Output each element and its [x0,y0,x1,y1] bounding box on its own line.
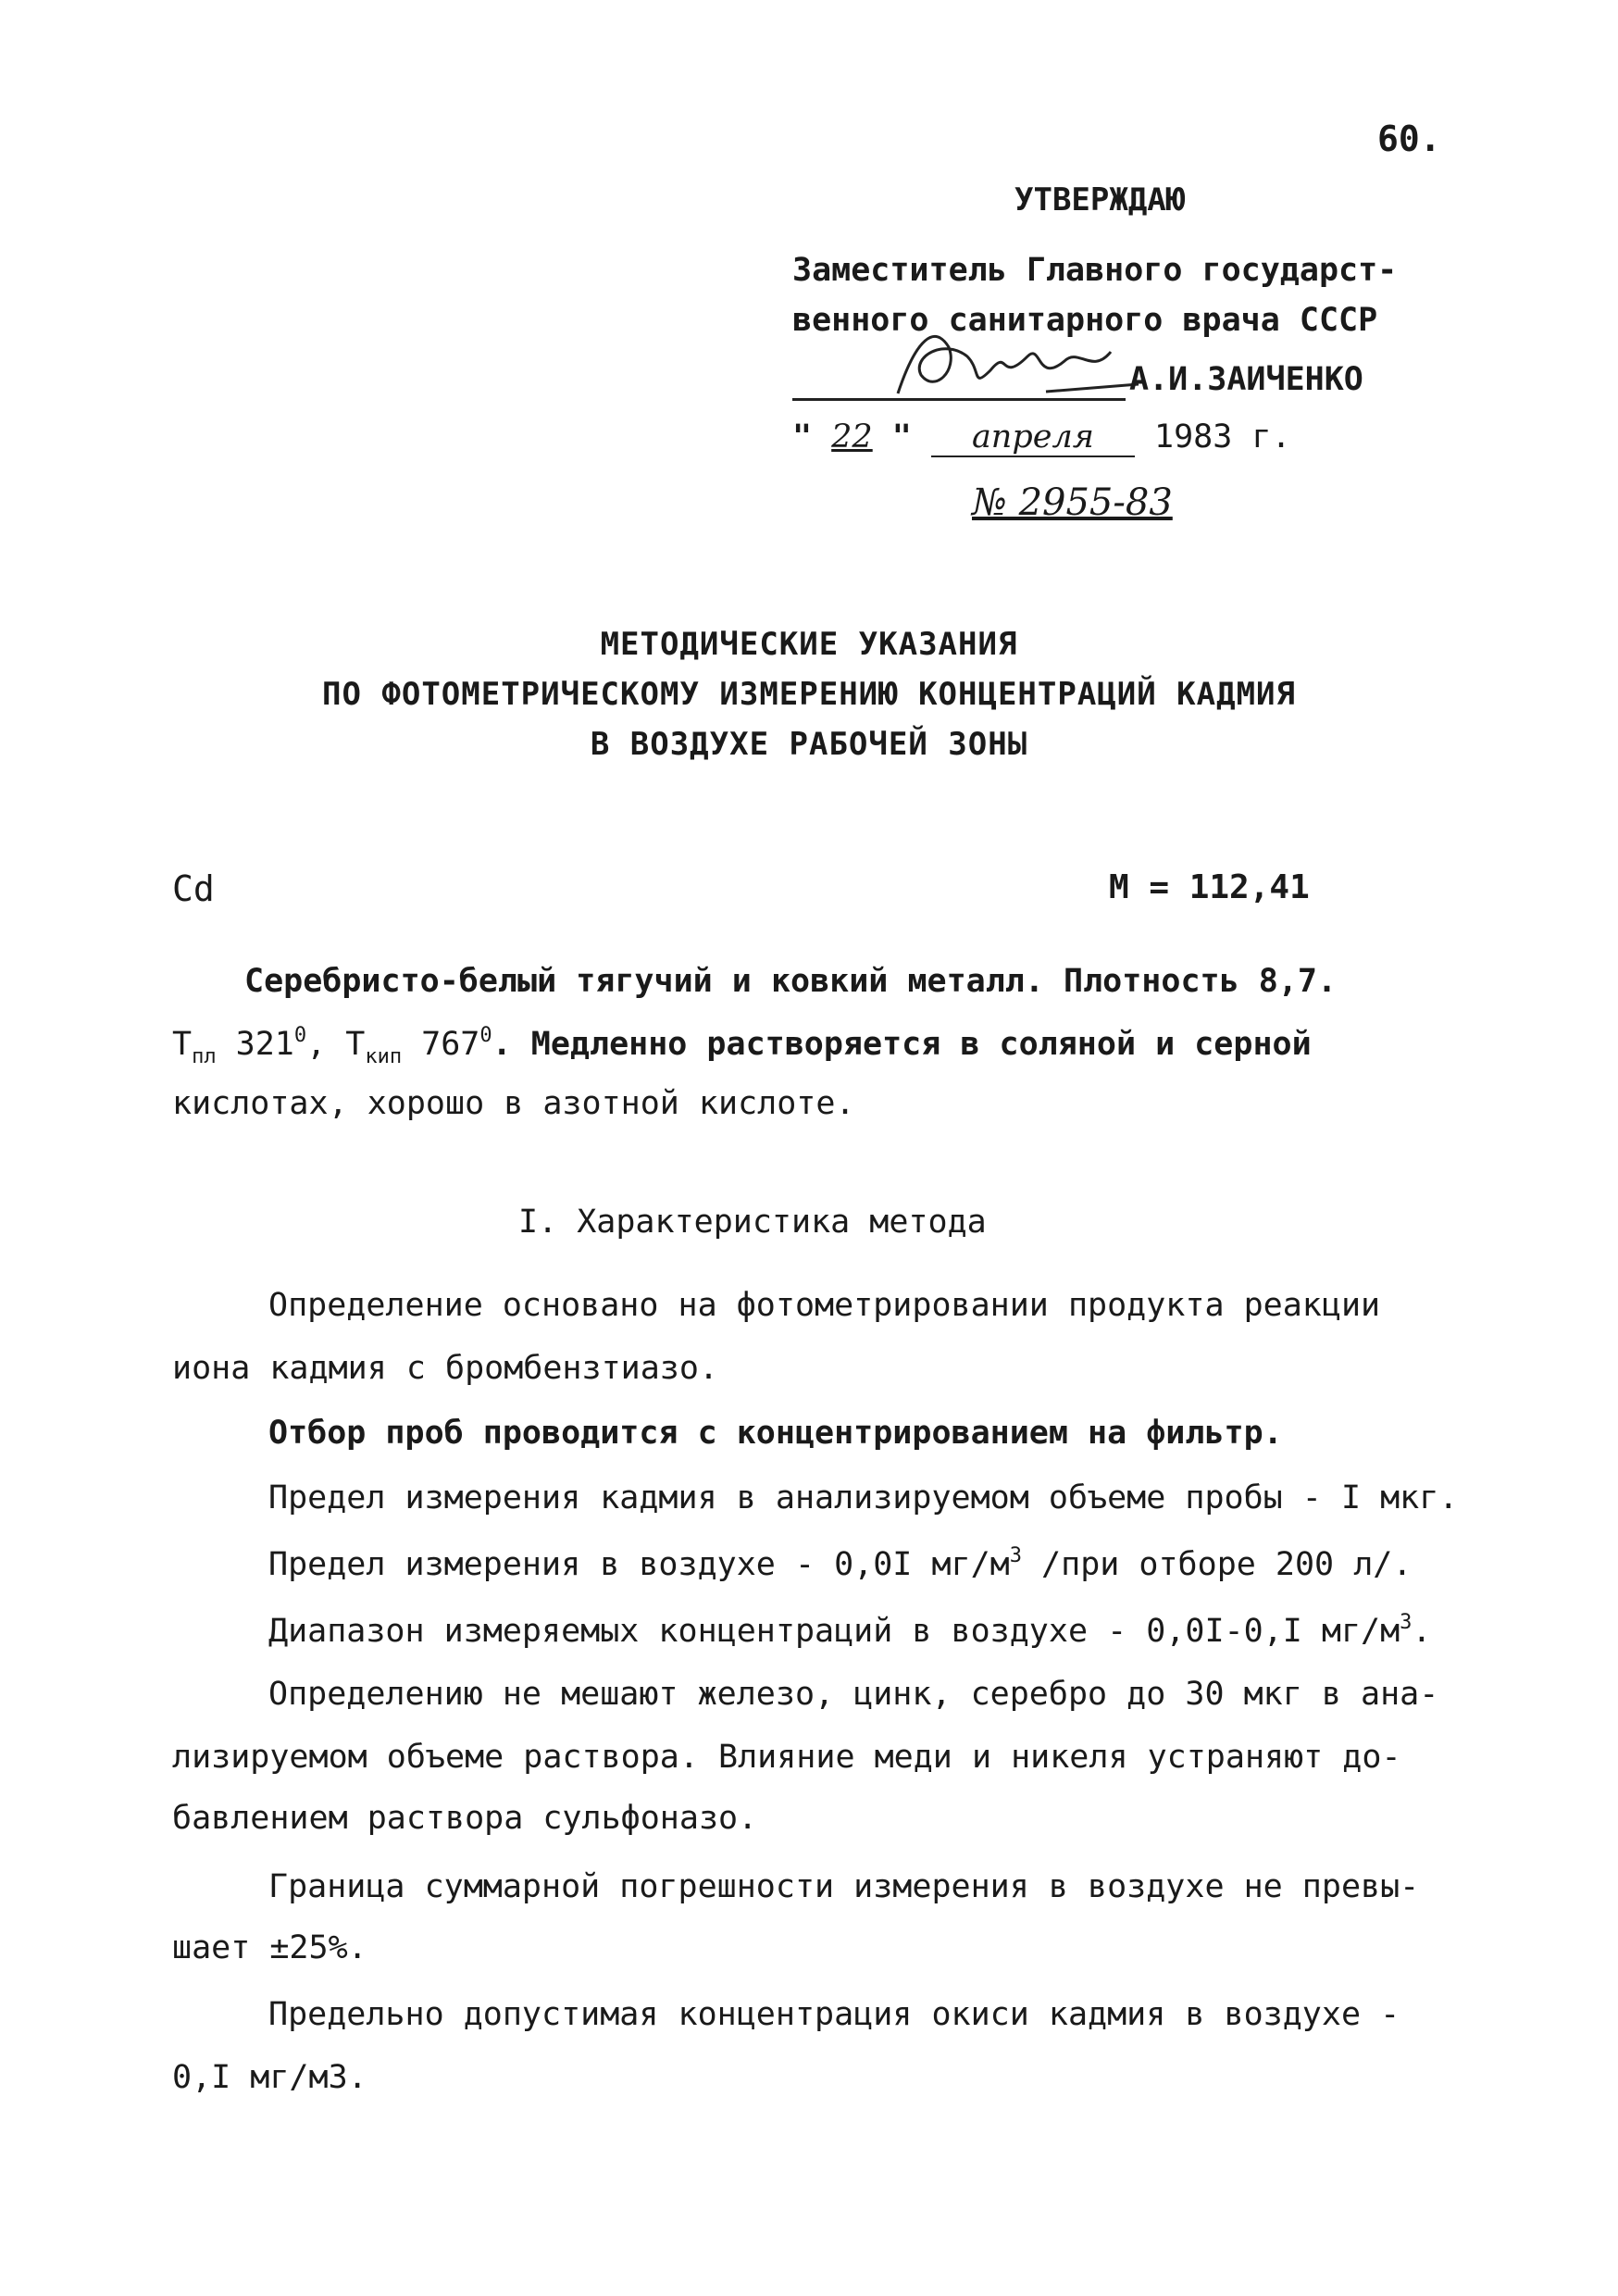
description-line-3: кислотах, хорошо в азотной кислоте. [172,1085,855,1122]
p6-line-1: Определению не мешают железо, цинк, серебро до 30 мкг в ана- [268,1676,1439,1713]
p1-line-2: иона кадмия с бромбензтиазо. [172,1350,719,1387]
approval-title: УТВЕРЖДАЮ [1014,181,1186,218]
title-line-2: ПО ФОТОМЕТРИЧЕСКОМУ ИЗМЕРЕНИЮ КОНЦЕНТРАЦИЙ КАДМИЯ [321,676,1297,713]
description-line-2: $Т_{пл}$ $321^0$, $Т_{кип}$ $767^0$. Медленно растворяется в соляной и серной [172,1024,1312,1068]
registration-number: № 2955-83 [972,481,1173,524]
date-day: 22 [831,418,873,455]
p5: Диапазон измеряемых концентраций в воздухе - 0,0I-0,I $мг/м^3$. [268,1611,1432,1650]
approval-line-2: венного санитарного врача СССР [792,302,1378,339]
p4: Предел измерения в воздухе - 0,0I $мг/м^3$ /при отборе 200 л/. [268,1544,1413,1583]
molecular-mass: М = 112,41 [1109,868,1310,906]
signature-line [792,398,1126,401]
date-year: 1983 г. [1154,418,1291,455]
p8-line-2: 0,I мг/м3. [172,2059,367,2096]
signatory-name: А.И.ЗАИЧЕНКО [1129,361,1363,398]
p3: Предел измерения кадмия в анализируемом объеме пробы - I мкг. [268,1479,1459,1516]
date-month: апреля [931,418,1135,457]
p7-line-2: шает ±25%. [172,1929,367,1966]
p6-line-3: бавлением раствора сульфоназо. [172,1800,758,1837]
date-line: " 22 " апреля 1983 г. [792,418,1291,455]
chemical-symbol: Cd [172,868,215,909]
signature-scribble [879,319,1148,403]
description-line-1: Серебристо-белый тягучий и ковкий металл. Плотность 8,7. [244,963,1338,1000]
p1-line-1: Определение основано на фотометрировании продукта реакции [268,1287,1381,1324]
title-line-3: В ВОЗДУХЕ РАБОЧЕЙ ЗОНЫ [590,726,1028,763]
p7-line-1: Граница суммарной погрешности измерения в воздухе не превы- [268,1868,1420,1905]
p2: Отбор проб проводится с концентрированием на фильтр. [268,1415,1283,1452]
section-heading: I. Характеристика метода [518,1204,987,1241]
title-line-1: МЕТОДИЧЕСКИЕ УКАЗАНИЯ [600,626,1018,663]
p8-line-1: Предельно допустимая концентрация окиси кадмия в воздухе - [268,1996,1400,2033]
p6-line-2: лизируемом объеме раствора. Влияние меди и никеля устраняют до- [172,1739,1401,1776]
page-number: 60. [1377,119,1441,159]
approval-line-1: Заместитель Главного государст- [792,252,1398,289]
